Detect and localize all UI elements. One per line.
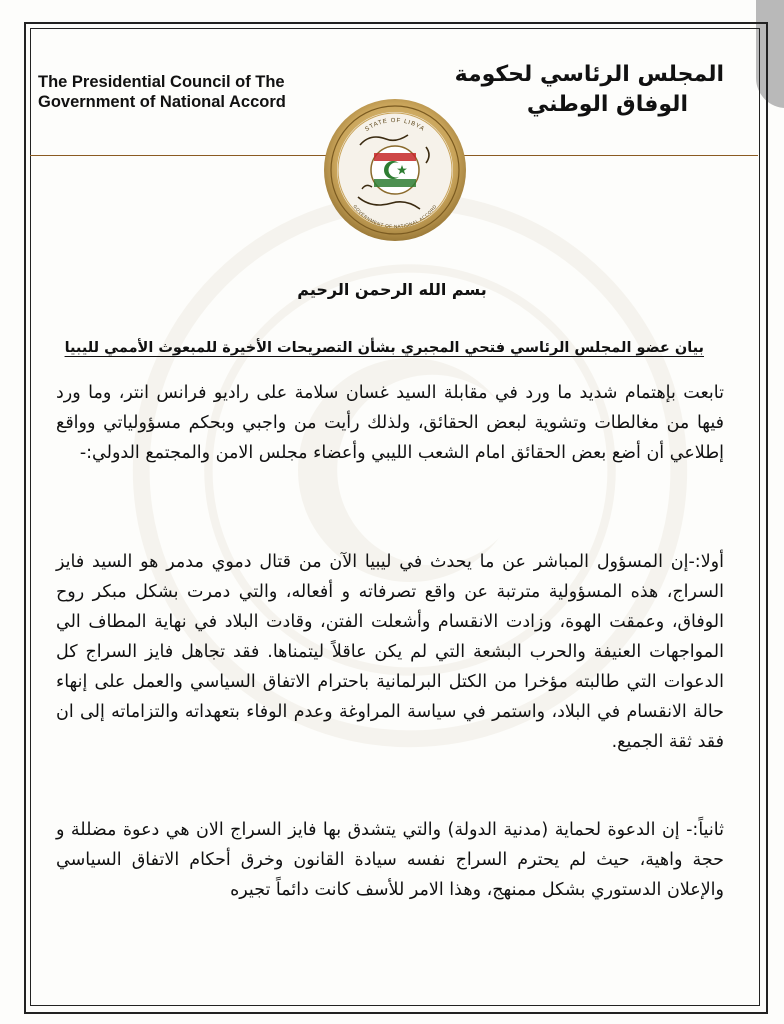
paragraph-intro [56,378,724,468]
paragraph-first-point [56,547,724,757]
paragraph-second-point [56,815,724,905]
basmala-heading: بسم الله الرحمن الرحيم [297,280,487,299]
paragraph-text: أولا:-إن المسؤول المباشر عن ما يحدث في ليبيا الآن من قتال دموي مدمر هو السيد فايز السراج، هذه المسؤولية مترتبة عن واقع تصرفاته و أفعاله، والتي دمرت بشكل مبكر روح الوفاق، وعمقت الهوة، وزادت الانقسام وأشعلت الفتن، وقادت البلاد في نهاية المطاف الي المواجهات العنيفة والحرب البشعة التي لم يكن عاقلاً ليتمناها. فقد تجاهل فايز السراج كل الدعوات التي طالبته مؤخرا من الكتل البرلمانية باحترام الاتفاق السياسي والعمل على إنهاء حالة الانقسام في البلاد، واستمر في سياسة المراوغة وعدم الوفاء بتعهداته والتزاماته إلى ان فقد ثقة الجميع. [56,552,724,752]
english-header [38,72,286,112]
english-title-line-1: The Presidential Council of The [38,73,285,91]
statement-subject: بيان عضو المجلس الرئاسي فتحي المجبري بشأن التصريحات الأخيرة للمبعوث الأممي لليبيا [64,340,704,356]
arabic-header [455,60,724,120]
paragraph-text: تابعت بإهتمام شديد ما ورد في مقابلة السيد غسان سلامة على راديو فرانس انتر، وما ورد فيها من مغالطات وتشوية لبعض الحقائق، ولذلك رأيت من واجبي وبحكم مسؤولياتي وواقع إطلاعي أن أضع بعض الحقائق امام الشعب الليبي وأعضاء مجلس الامن والمجتمع الدولي:- [56,383,724,463]
arabic-title-line-2: الوفاق الوطني [526,92,688,117]
state-seal-icon [322,97,468,243]
seal-top-text: STATE OF LIBYA [364,117,426,133]
english-title-line-2: Government of National Accord [38,93,286,111]
paragraph-text: ثانياً:- إن الدعوة لحماية (مدنية الدولة) والتي يتشدق بها فايز السراج الان هي دعوة مضللة و حجة واهية، حيث لم يحترم السراج نفسه سيادة القانون وخرق أحكام الاتفاق السياسي والإعلان الدستوري بشكل ممنهج، وهذا الامر للأسف كانت دائماً تجيره [56,820,724,900]
seal-bottom-text: GOVERNMENT OF NATIONAL ACCORD [352,203,438,230]
arabic-title-line-1: المجلس الرئاسي لحكومة [454,62,724,87]
